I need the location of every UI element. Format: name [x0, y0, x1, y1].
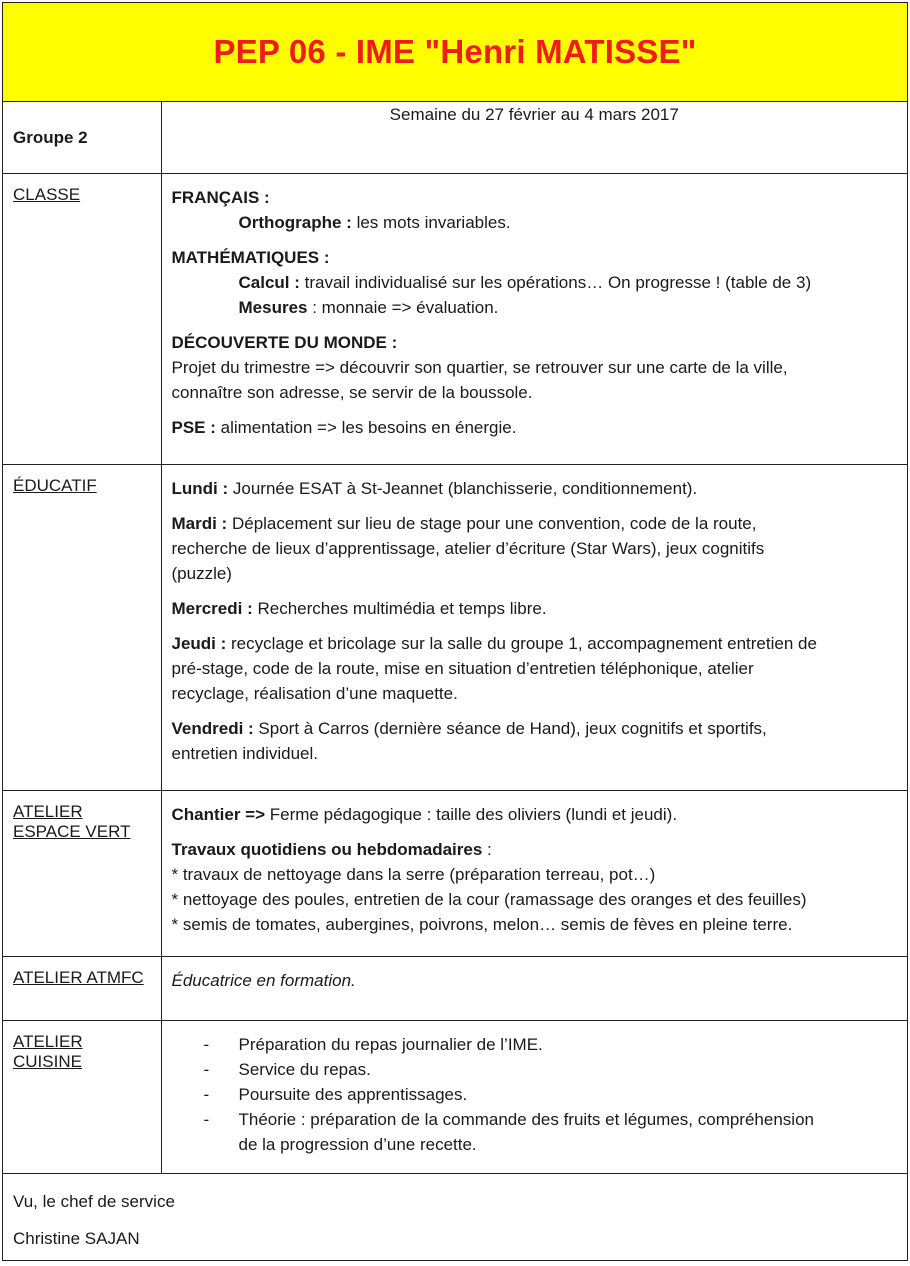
- pse-label: PSE :: [171, 418, 216, 437]
- atmfc-row: [3, 957, 907, 1021]
- classe-label: CLASSE: [13, 185, 81, 204]
- jeudi-line-2: pré-stage, code de la route, mise en situation d’entretien téléphonique, atelier: [171, 659, 754, 678]
- travaux-item: * semis de tomates, aubergines, poivrons, melon… semis de fèves en pleine terre.: [171, 915, 793, 934]
- jeudi-label: Jeudi :: [171, 634, 227, 653]
- calcul-text: travail individualisé sur les opérations… On progresse ! (table de 3): [299, 273, 812, 292]
- educatif-row: [3, 465, 907, 791]
- mardi-label: Mardi :: [171, 514, 228, 533]
- educatif-content: [161, 465, 907, 791]
- chantier-label: Chantier =>: [171, 805, 266, 824]
- footer-signature: [3, 1174, 907, 1251]
- cuisine-label-1: ATELIER: [13, 1032, 83, 1051]
- mesures-text: : monnaie => évaluation.: [307, 298, 499, 317]
- pse-text: alimentation => les besoins en énergie.: [215, 418, 517, 437]
- espace-vert-label-1: ATELIER: [13, 802, 83, 821]
- week-title: Semaine du 27 février au 4 mars 2017: [161, 102, 907, 174]
- lundi-label: Lundi :: [171, 479, 229, 498]
- jeudi-line-3: recyclage, réalisation d’une maquette.: [171, 684, 458, 703]
- document-page: [2, 2, 908, 1261]
- document-title: PEP 06 - IME "Henri MATISSE": [213, 33, 697, 70]
- mardi-line-2: recherche de lieux d’apprentissage, atelier d’écriture (Star Wars), jeux cognitifs: [171, 539, 765, 558]
- cuisine-row: [3, 1021, 907, 1174]
- maths-title: MATHÉMATIQUES :: [171, 248, 330, 267]
- classe-content: [161, 174, 907, 465]
- mardi-line-3: (puzzle): [171, 564, 232, 583]
- header-banner: [3, 3, 907, 102]
- group-label: Groupe 2: [3, 102, 161, 174]
- monde-title: DÉCOUVERTE DU MONDE :: [171, 333, 398, 352]
- list-item: - Préparation du repas journalier de l’IME.: [203, 1035, 543, 1054]
- travaux-item: * travaux de nettoyage dans la serre (préparation terreau, pot…): [171, 865, 656, 884]
- travaux-item: * nettoyage des poules, entretien de la cour (ramassage des oranges et des feuilles): [171, 890, 807, 909]
- mardi-line-1: Déplacement sur lieu de stage pour une convention, code de la route,: [227, 514, 757, 533]
- educatif-label: ÉDUCATIF: [13, 476, 97, 495]
- mercredi-label: Mercredi :: [171, 599, 253, 618]
- footer-line-2: Christine SAJAN: [13, 1229, 140, 1248]
- schedule-table: [3, 102, 907, 1174]
- calcul-label: Calcul :: [238, 273, 300, 292]
- francais-title: FRANÇAIS :: [171, 188, 270, 207]
- travaux-label: Travaux quotidiens ou hebdomadaires: [171, 840, 483, 859]
- atmfc-text: Éducatrice en formation.: [171, 971, 356, 990]
- travaux-colon: :: [482, 840, 492, 859]
- espace-vert-label-2: ESPACE VERT: [13, 822, 131, 841]
- cuisine-list: [172, 1032, 900, 1157]
- list-item: - Théorie : préparation de la commande des fruits et légumes, compréhension de la progression d’une recette.: [203, 1110, 814, 1154]
- atmfc-label: ATELIER ATMFC: [13, 968, 144, 987]
- cuisine-content: [161, 1021, 907, 1174]
- vendredi-line-1: Sport à Carros (dernière séance de Hand), jeux cognitifs et sportifs,: [253, 719, 767, 738]
- chantier-text: Ferme pédagogique : taille des oliviers (lundi et jeudi).: [265, 805, 678, 824]
- espace-vert-content: [161, 791, 907, 957]
- list-item: - Poursuite des apprentissages.: [203, 1085, 468, 1104]
- cuisine-label-2: CUISINE: [13, 1052, 82, 1071]
- list-item: - Service du repas.: [203, 1060, 371, 1079]
- espace-vert-row: [3, 791, 907, 957]
- orthographe-label: Orthographe :: [238, 213, 352, 232]
- vendredi-label: Vendredi :: [171, 719, 254, 738]
- lundi-text: Journée ESAT à St-Jeannet (blanchisserie, conditionnement).: [228, 479, 698, 498]
- classe-row: [3, 174, 907, 465]
- orthographe-text: les mots invariables.: [351, 213, 511, 232]
- week-row: [3, 102, 907, 174]
- footer-line-1: Vu, le chef de service: [13, 1192, 175, 1211]
- monde-line-2: connaître son adresse, se servir de la boussole.: [171, 383, 533, 402]
- mercredi-text: Recherches multimédia et temps libre.: [252, 599, 547, 618]
- monde-line-1: Projet du trimestre => découvrir son quartier, se retrouver sur une carte de la ville,: [171, 358, 788, 377]
- vendredi-line-2: entretien individuel.: [171, 744, 318, 763]
- mesures-label: Mesures: [238, 298, 308, 317]
- jeudi-line-1: recyclage et bricolage sur la salle du groupe 1, accompagnement entretien de: [226, 634, 817, 653]
